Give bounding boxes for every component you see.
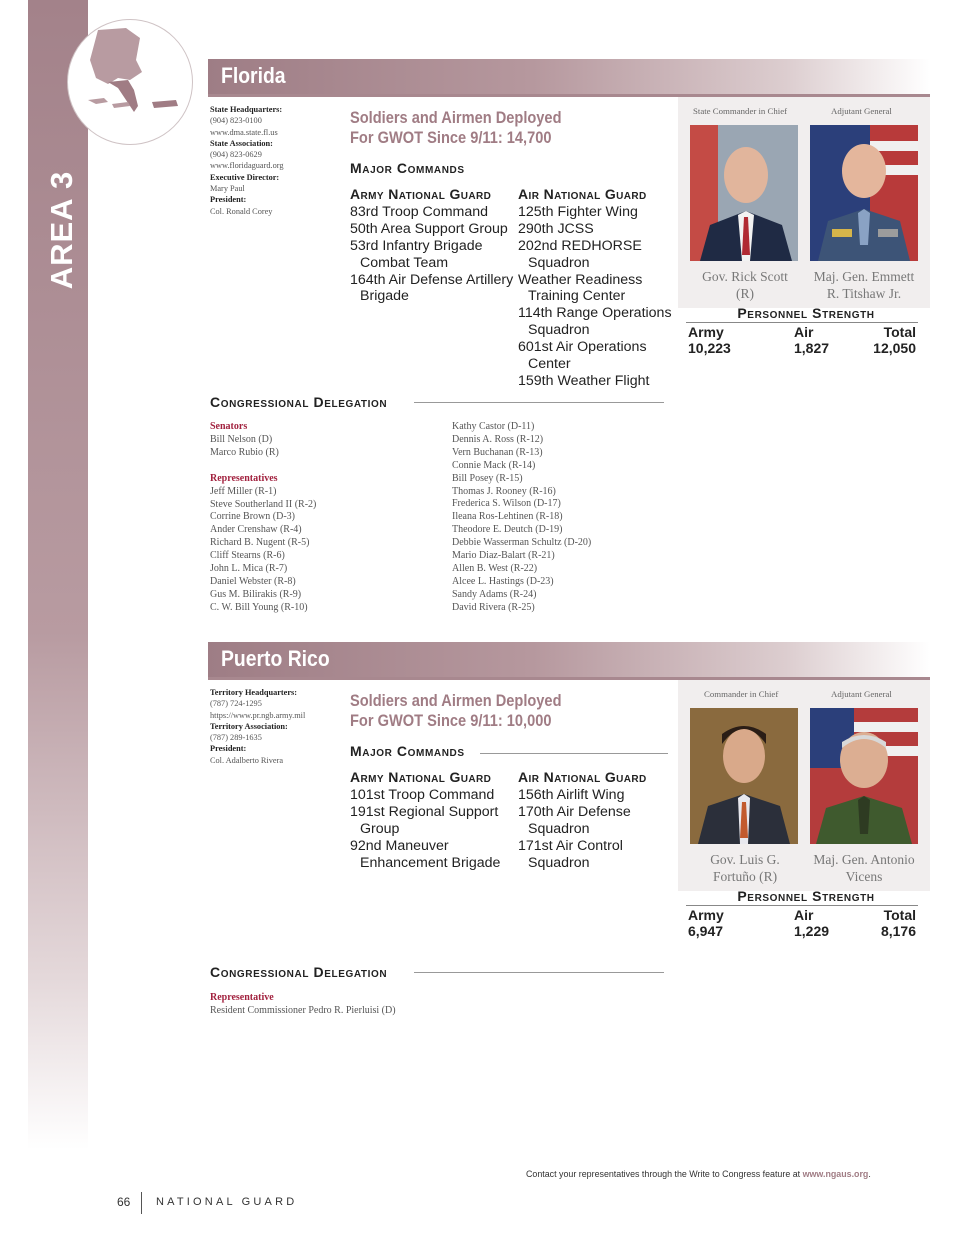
adjutant-name-line-2: R. Titshaw Jr. (826, 286, 902, 301)
representative: Ileana Ros-Lehtinen (R-18) (452, 511, 563, 523)
governor-portrait (690, 125, 798, 261)
representative: Ander Crenshaw (R-4) (210, 524, 302, 536)
command-item: 125th Fighter Wing (518, 203, 638, 220)
caribbean-islands-shape (88, 98, 130, 108)
adjutant-name-line-2: Vicens (845, 869, 883, 884)
puerto-rico-delegation (210, 992, 510, 1018)
representative: Bill Posey (R-15) (452, 472, 523, 484)
command-item: 92nd Maneuver Enhancement Brigade (350, 837, 501, 871)
representative: Mario Diaz-Balart (R-21) (452, 550, 555, 562)
governor-portrait (690, 708, 798, 844)
contact-label: President: (210, 744, 247, 754)
command-item: 50th Area Support Group (350, 220, 508, 237)
florida-title: Florida (221, 63, 286, 88)
puerto-rico-air-commands (518, 769, 678, 871)
delegation-rule (414, 402, 664, 403)
major-commands-heading: Major Commands (350, 743, 465, 759)
representative: C. W. Bill Young (R-10) (210, 601, 308, 613)
representative: Steve Southerland II (R-2) (210, 498, 317, 510)
air-label: Air (794, 907, 814, 923)
army-label: Army (688, 324, 724, 340)
florida-leadership-panel (678, 94, 930, 308)
command-item: 171st Air Control Squadron (518, 837, 623, 871)
representative: Vern Buchanan (R-13) (452, 446, 543, 458)
command-item: 202nd REDHORSE Squadron (518, 237, 642, 271)
representative: Gus M. Bilirakis (R-9) (210, 588, 302, 600)
ngaus-link[interactable]: www.ngaus.org (802, 1169, 869, 1179)
contact-line: www.floridaguard.org (210, 161, 284, 171)
personnel-rule (686, 322, 918, 323)
air-label: Air (794, 324, 814, 340)
florida-shape (108, 80, 138, 112)
air-guard-heading: Air National Guard (518, 769, 647, 785)
adjutant-general-portrait (810, 708, 918, 844)
contact-line: (904) 823-0100 (210, 116, 262, 126)
delegation-rule (414, 972, 664, 973)
army-label: Army (688, 907, 724, 923)
personnel-rule (686, 905, 918, 906)
footer-note-text: Contact your representatives through the Write to Congress feature at (526, 1169, 801, 1179)
commander-name-line-1: Gov. Rick Scott (702, 269, 788, 284)
representative: Richard B. Nugent (R-5) (210, 537, 310, 549)
command-item: 290th JCSS (518, 220, 594, 237)
congressional-delegation-heading: Congressional Delegation (210, 964, 388, 980)
contact-label: Territory Association: (210, 721, 288, 731)
adjutant-name-line-1: Maj. Gen. Emmett (813, 269, 915, 284)
contact-line: (904) 823-0629 (210, 150, 262, 160)
puerto-rico-contact-info (210, 687, 345, 766)
representative: Corrine Brown (D-3) (210, 511, 295, 523)
air-count: 1,827 (794, 340, 830, 356)
representative: Allen B. West (R-22) (452, 562, 538, 574)
command-item: 164th Air Defense Artillery Brigade (350, 271, 514, 305)
representative: Dennis A. Ross (R-12) (452, 433, 544, 445)
commander-role: Commander in Chief (704, 689, 779, 699)
senator: Bill Nelson (D) (210, 433, 273, 445)
representative: John L. Mica (R-7) (210, 563, 288, 575)
representative: Frederica S. Wilson (D-17) (452, 498, 561, 510)
command-item: 191st Regional Support Group (350, 803, 499, 837)
adjutant-name (804, 851, 924, 885)
commander-name-line-2: (R) (736, 286, 754, 301)
contact-label: President: (210, 195, 247, 205)
contact-label: State Headquarters: (210, 105, 283, 114)
representative: Alcee L. Hastings (D-23) (452, 575, 554, 587)
footer-period: . (868, 1169, 871, 1179)
air-guard-heading: Air National Guard (518, 186, 647, 202)
adjutant-name (804, 268, 924, 302)
commander-role: State Commander in Chief (693, 106, 788, 116)
representative: Cliff Stearns (R-6) (210, 550, 285, 562)
army-count: 6,947 (688, 923, 724, 939)
representative-label: Representative (210, 992, 274, 1003)
deployed-line-2: For GWOT Since 9/11: 14,700 (350, 128, 552, 147)
representatives-label: Representatives (210, 472, 278, 484)
major-commands-rule (480, 753, 668, 754)
representative: Kathy Castor (D-11) (452, 421, 535, 432)
contact-line: www.dma.state.fl.us (210, 127, 278, 137)
adjutant-general-portrait (810, 125, 918, 261)
command-item: 83rd Troop Command (350, 203, 489, 220)
contact-line: Col. Ronald Corey (210, 206, 273, 216)
puerto-rico-deployed (350, 691, 625, 731)
commander-name-line-1: Gov. Luis G. (710, 852, 780, 867)
personnel-strength-heading: Personnel Strength (737, 888, 875, 904)
florida-deployed (350, 108, 625, 148)
florida-army-commands (350, 186, 515, 305)
adjutant-role: Adjutant General (831, 689, 892, 699)
personnel-strength-heading: Personnel Strength (737, 305, 875, 321)
contact-label: State Association: (210, 138, 273, 148)
representative: Resident Commissioner Pedro R. Pierluisi (D) (210, 1004, 396, 1016)
air-count: 1,229 (794, 923, 830, 939)
major-commands-heading: Major Commands (350, 160, 465, 176)
representative: Debbie Wasserman Schultz (D-20) (452, 537, 592, 549)
puerto-rico-title: Puerto Rico (221, 646, 330, 671)
representative: Sandy Adams (R-24) (452, 588, 537, 600)
contact-line: (787) 289-1635 (210, 733, 262, 743)
command-item: 114th Range Operations Squadron (518, 305, 672, 339)
army-count: 10,223 (688, 340, 731, 356)
florida-contact-info (210, 104, 345, 217)
commander-name-line-2: Fortuño (R) (712, 869, 778, 884)
command-item: 101st Troop Command (350, 786, 495, 803)
commander-name (685, 851, 805, 885)
adjutant-name-line-1: Maj. Gen. Antonio (813, 852, 915, 867)
command-item: Weather Readiness Training Center (518, 271, 643, 305)
footer-note (526, 1169, 871, 1179)
puerto-rico-army-commands (350, 769, 515, 871)
command-item: 53rd Infantry Brigade Combat Team (350, 237, 483, 271)
puerto-rico-leadership-panel (678, 677, 930, 891)
puerto-rico-header (208, 642, 930, 678)
deployed-line-2: For GWOT Since 9/11: 10,000 (350, 711, 552, 730)
congressional-delegation-heading: Congressional Delegation (210, 394, 388, 410)
contact-line: https://www.pr.ngb.army.mil (210, 710, 306, 720)
adjutant-role: Adjutant General (831, 106, 892, 116)
command-item: 159th Weather Flight (518, 372, 650, 389)
florida-delegation-col-1 (210, 421, 440, 615)
florida-air-commands (518, 186, 678, 390)
total-count: 12,050 (873, 340, 916, 356)
page-number: 66 (117, 1195, 131, 1209)
representative: David Rivera (R-25) (452, 601, 535, 613)
command-item: 156th Airlift Wing (518, 786, 625, 803)
total-label: Total (883, 324, 916, 340)
representative: Connie Mack (R-14) (452, 459, 536, 471)
representative: Theodore E. Deutch (D-19) (452, 524, 563, 536)
command-item: 170th Air Defense Squadron (518, 803, 631, 837)
command-item: 601st Air Operations Center (518, 339, 647, 373)
total-count: 8,176 (880, 923, 916, 939)
publication-name: NATIONAL GUARD (156, 1196, 298, 1208)
representative: Jeff Miller (R-1) (210, 485, 277, 497)
contact-line: (787) 724-1295 (210, 699, 262, 709)
total-label: Total (883, 907, 916, 923)
deployed-line-1: Soldiers and Airmen Deployed (350, 108, 562, 127)
representative: Daniel Webster (R-8) (210, 575, 296, 587)
army-guard-heading: Army National Guard (350, 769, 492, 785)
florida-delegation-col-2 (452, 421, 672, 615)
contact-line: Col. Adalberto Rivera (210, 755, 284, 765)
contact-label: Executive Director: (210, 172, 280, 182)
contact-label: Territory Headquarters: (210, 688, 298, 697)
page-number-separator (141, 1192, 142, 1214)
senator: Marco Rubio (R) (210, 446, 279, 458)
commander-name (685, 268, 805, 302)
southeast-states-shape (90, 28, 142, 84)
florida-header (208, 59, 930, 95)
representative: Thomas J. Rooney (R-16) (452, 485, 556, 497)
puerto-rico-shape (152, 100, 178, 108)
contact-line: Mary Paul (210, 184, 245, 194)
deployed-line-1: Soldiers and Airmen Deployed (350, 691, 562, 710)
army-guard-heading: Army National Guard (350, 186, 492, 202)
area-label: AREA 3 (44, 170, 79, 290)
senators-label: Senators (210, 421, 248, 432)
region-map-image (67, 19, 193, 145)
